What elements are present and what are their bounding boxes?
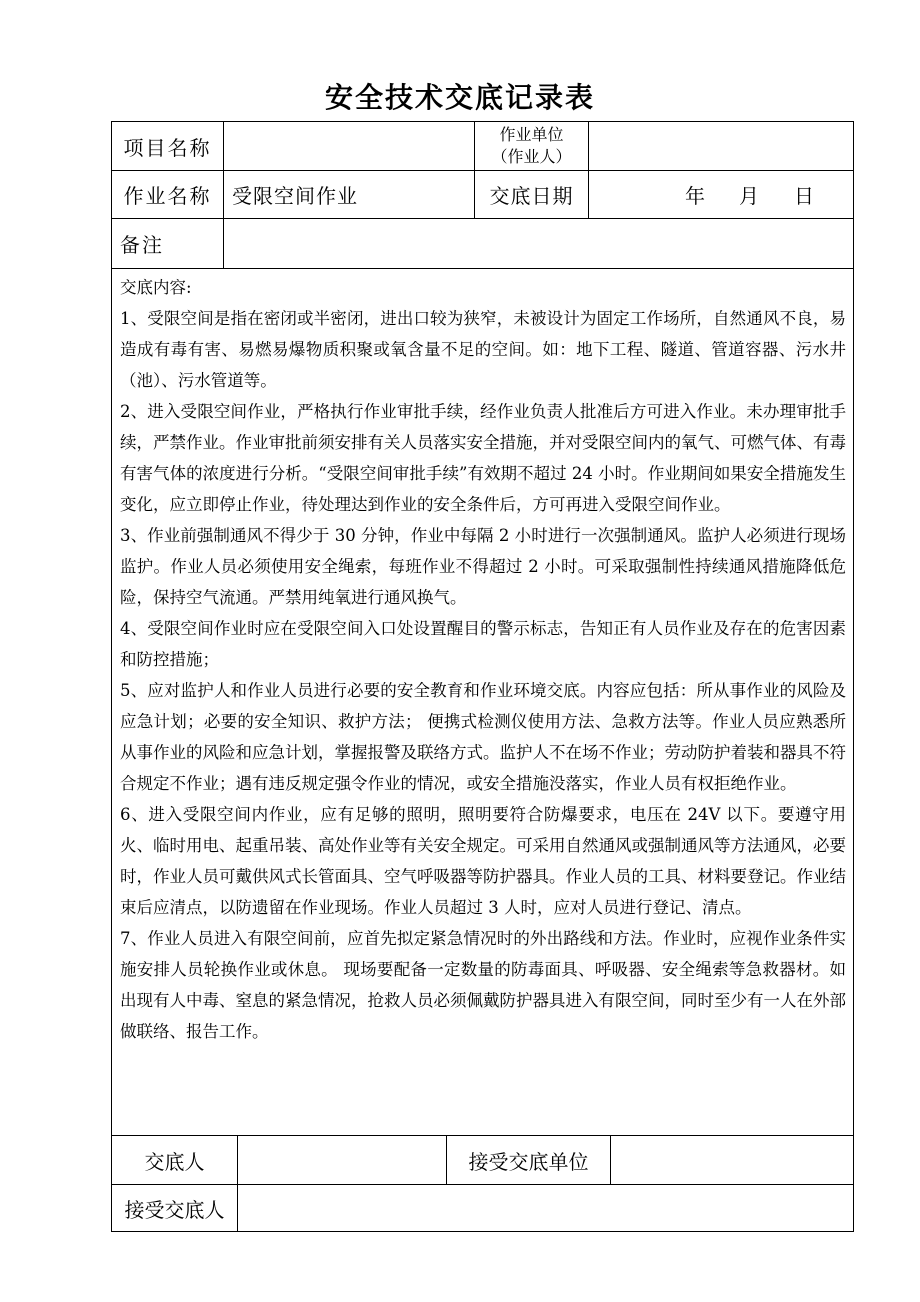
work-unit-field[interactable] [589, 122, 853, 170]
remarks-label: 备注 [120, 233, 164, 257]
row-divider [112, 268, 853, 269]
disclosure-date-field[interactable] [589, 171, 853, 218]
discloser-label: 交底人 [144, 1149, 205, 1174]
work-name-field[interactable]: 受限空间作业 [232, 184, 358, 208]
work-unit-label [475, 122, 588, 170]
content-paragraph: 7、作业人员进入有限空间前，应首先拟定紧急情况时的外出路线和方法。作业时，应视作业条件实施安排人员轮换作业或休息。 现场要配备一定数量的防毒面具、呼吸器、安全绳索等急救器材。如出现有人中毒、窒息的紧急情况，抢救人员必须佩戴防护器具进入有限空间，同时至少有一人在外部做联络、报告工作。 [120, 929, 846, 1041]
disclosure-date-label: 交底日期 [489, 184, 574, 208]
content-paragraph: 2、进入受限空间作业，严格执行作业审批手续，经作业负责人批准后方可进入作业。未办理审批手续，严禁作业。作业审批前须安排有关人员落实安全措施，并对受限空间内的氧气、可燃气体、有毒有害气体的浓度进行分析。“受限空间审批手续”有效期不超过 24 小时。作业期间如果安全措施发生变化，应立即停止作业，待处理达到作业的安全条件后，方可再进入受限空间作业。 [120, 402, 846, 514]
content-paragraph: 1、受限空间是指在密闭或半密闭，进出口较为狭窄，未被设计为固定工作场所，自然通风不良，易造成有毒有害、易燃易爆物质积聚或氧含量不足的空间。如：地下工程、隧道、管道容器、污水井（池）、污水管道等。 [120, 309, 846, 390]
content-paragraph: 5、应对监护人和作业人员进行必要的安全教育和作业环境交底。内容应包括：所从事作业的风险及应急计划；必要的安全知识、救护方法； 便携式检测仪使用方法、急救方法等。作业人员应熟悉所从事作业的风险和应急计划，掌握报警及联络方式。监护人不在场不作业；劳动防护着装和器具不符合规定不作业；遇有违反规定强令作业的情况，或安全措施没落实，作业人员有权拒绝作业。 [120, 681, 846, 793]
discloser-field[interactable] [238, 1136, 446, 1184]
content-paragraph: 3、作业前强制通风不得少于 30 分钟，作业中每隔 2 小时进行一次强制通风。监护人必须进行现场监护。作业人员必须使用安全绳索，每班作业不得超过 2 小时。可采取强制性持续通风措施降低危险，保持空气流通。严禁用纯氧进行通风换气。 [120, 526, 846, 607]
work-unit-label-line1: 作业单位 [499, 125, 564, 144]
work-name-label: 作业名称 [123, 184, 212, 208]
receiving-unit-label: 接受交底单位 [468, 1149, 589, 1174]
receiving-unit-field[interactable] [611, 1136, 853, 1184]
disclosure-content [120, 272, 846, 1047]
content-heading: 交底内容: [120, 278, 192, 297]
content-paragraph: 6、进入受限空间内作业，应有足够的照明，照明要符合防爆要求，电压在 24V 以下。要遵守用火、临时用电、起重吊装、高处作业等有关安全规定。可采用自然通风或强制通风等方法通风，必要时，作业人员可戴供风式长管面具、空气呼吸器等防护器具。作业人员的工具、材料要登记。作业结束后应清点，以防遗留在作业现场。作业人员超过 3 人时，应对人员进行登记、清点。 [120, 805, 846, 917]
date-year: 年 [685, 184, 705, 208]
project-name-field[interactable] [224, 122, 474, 170]
work-unit-label-line2: （作业人） [491, 147, 572, 166]
remarks-field[interactable] [224, 219, 853, 268]
date-day: 日 [794, 184, 814, 208]
receiver-label: 接受交底人 [124, 1197, 225, 1222]
receiver-field[interactable] [238, 1185, 853, 1231]
page-title: 安全技术交底记录表 [324, 81, 595, 114]
project-name-label: 项目名称 [123, 135, 212, 160]
disclosure-form [111, 121, 854, 1232]
content-paragraph: 4、受限空间作业时应在受限空间入口处设置醒目的警示标志，告知正有人员作业及存在的危害因素和防控措施； [120, 619, 846, 669]
date-month: 月 [739, 184, 759, 208]
